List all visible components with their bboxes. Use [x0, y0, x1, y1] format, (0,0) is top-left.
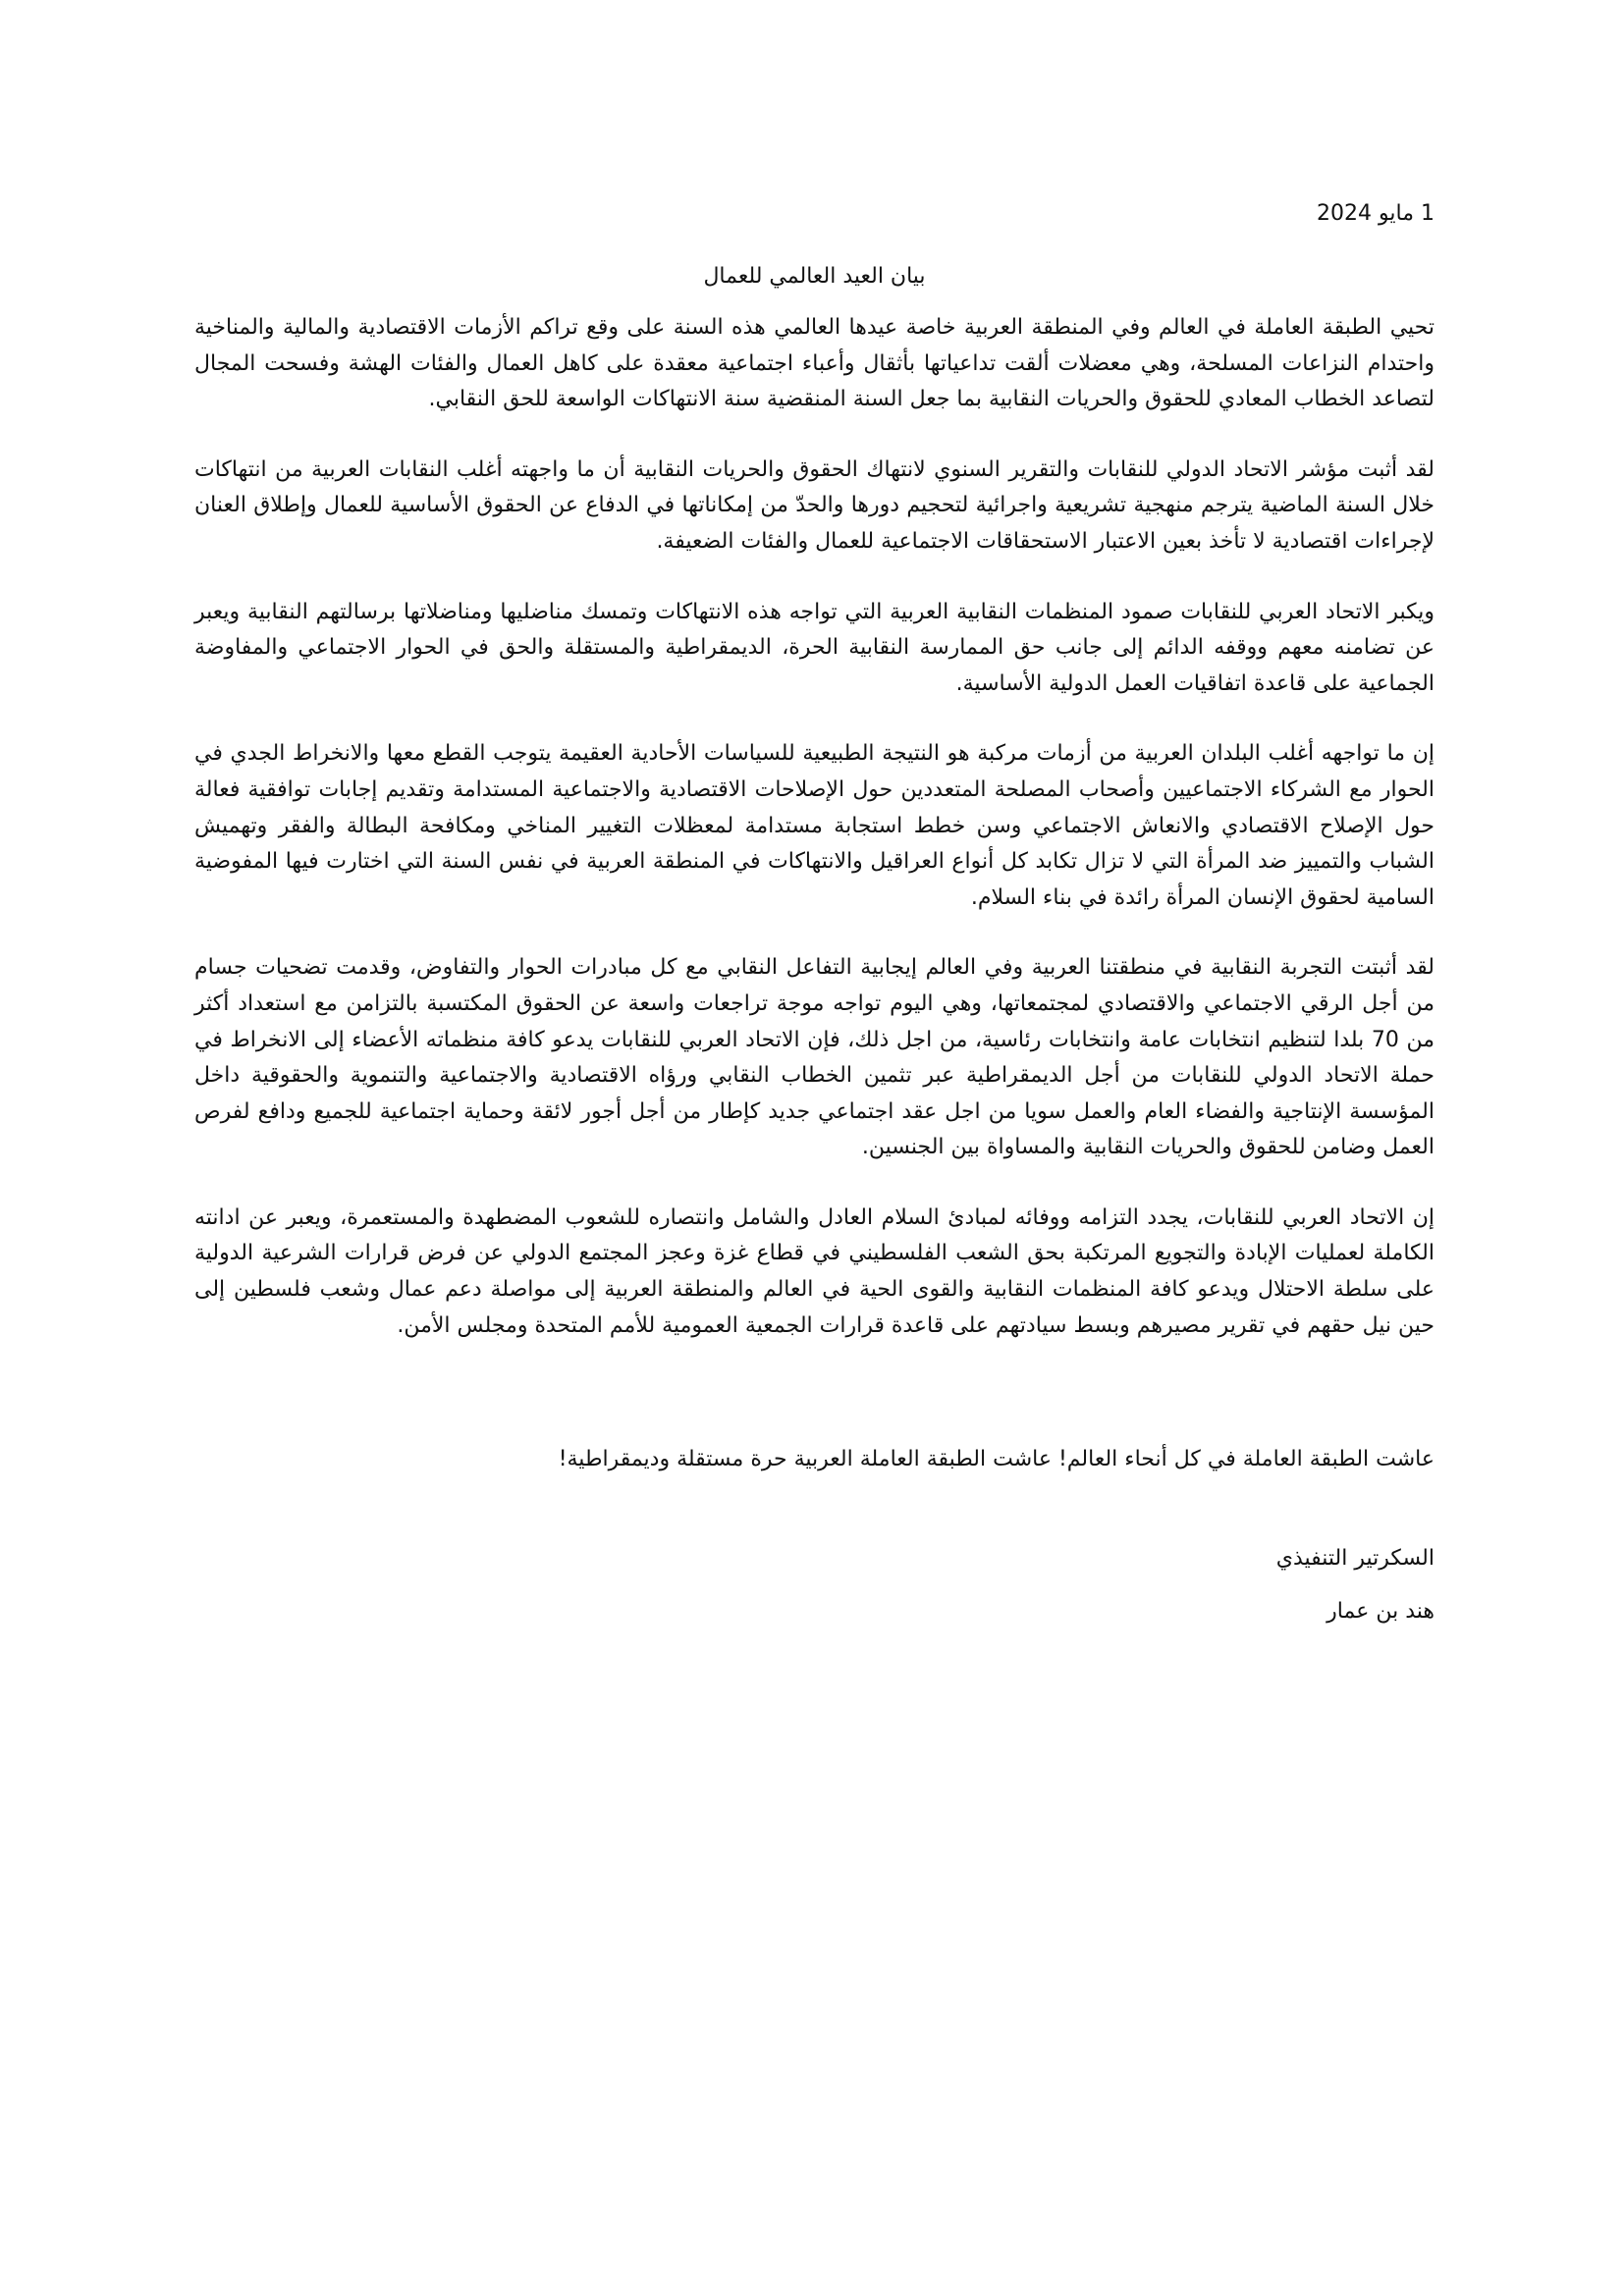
paragraph-5: لقد أثبتت التجربة النقابية في منطقتنا العربية وفي العالم إيجابية التفاعل النقابي مع كل مبادرات الحوار والتفاوض، وقدمت تضحيات جسام من أجل الرقي الاجتماعي والاقتصادي لمجتمعاتها، وهي اليوم تواجه موجة تراجعات واسعة عن الحقوق المكتسبة بالتزامن مع استعداد أكثر من 70 بلدا لتنظيم انتخابات عامة وانتخابات رئاسية، من اجل ذلك، فإن الاتحاد العربي للنقابات يدعو كافة منظماته الأعضاء إلى الانخراط في حملة الاتحاد الدولي للنقابات من أجل الديمقراطية عبر تثمين الخطاب النقابي ورؤاه الاقتصادية والاجتماعية والتنموية والحقوقية داخل المؤسسة الإنتاجية والفضاء العام والعمل سويا من اجل عقد اجتماعي جديد كإطار من أجل أجور لائقة وحماية اجتماعية للجميع ودافع لفرص العمل وضامن للحقوق والحريات النقابية والمساواة بين الجنسين. [194, 955, 1435, 1160]
paragraph-6: إن الاتحاد العربي للنقابات، يجدد التزامه ووفائه لمبادئ السلام العادل والشامل وانتصاره للشعوب المضطهدة والمستعمرة، ويعبر عن ادانته الكاملة لعمليات الإبادة والتجويع المرتكبة بحق الشعب الفلسطيني في قطاع غزة وعجز المجتمع الدولي عن فرض قرارات الشرعية الدولية على سلطة الاحتلال ويدعو كافة المنظمات النقابية والقوى الحية في العالم والمنطقة العربية إلى مواصلة دعم عمال وشعب فلسطين إلى حين نيل حقهم في تقرير مصيرهم وبسط سيادتهم على قاعدة قرارات الجمعية العمومية للأمم المتحدة ومجلس الأمن. [194, 1204, 1435, 1338]
closing-slogan: عاشت الطبقة العاملة في كل أنحاء العالم! عاشت الطبقة العاملة العربية حرة مستقلة وديمقراطية! [558, 1447, 1435, 1472]
paragraph-2: لقد أثبت مؤشر الاتحاد الدولي للنقابات والتقرير السنوي لانتهاك الحقوق والحريات النقابية أن ما واجهته أغلب النقابات العربية من انتهاكات خلال السنة الماضية يترجم منهجية تشريعية واجرائية لتحجيم دورها والحدّ من إمكاناتها في الدفاع عن الحقوق الأساسية للعمال وإطلاق العنان لإجراءات اقتصادية لا تأخذ بعين الاعتبار الاستحقاقات الاجتماعية للعمال والفئات الضعيفة. [194, 456, 1435, 554]
paragraph-4: إن ما تواجهه أغلب البلدان العربية من أزمات مركبة هو النتيجة الطبيعية للسياسات الأحادية العقيمة يتوجب القطع معها والانخراط الجدي في الحوار مع الشركاء الاجتماعيين وأصحاب المصلحة المتعددين حول الإصلاحات الاقتصادية والاجتماعية المستدامة وتقديم إجابات توافقية فعالة حول الإصلاح الاقتصادي والانعاش الاجتماعي وسن خطط استجابة مستدامة لمعظلات التغيير المناخي ومكافحة البطالة والفقر وتهميش الشباب والتمييز ضد المرأة التي لا تزال تكابد كل أنواع العراقيل والانتهاكات في المنطقة العربية في نفس السنة التي اختارت فيها المفوضية السامية لحقوق الإنسان المرأة رائدة في بناء السلام. [194, 741, 1435, 910]
document-body [194, 192, 1435, 1630]
document-title: بيان العيد العالمي للعمال [703, 264, 926, 289]
signatory-role: السكرتير التنفيذي [1275, 1545, 1435, 1571]
paragraph-1: تحيي الطبقة العاملة في العالم وفي المنطقة العربية خاصة عيدها العالمي هذه السنة على وقع تراكم الأزمات الاقتصادية والمالية والمناخية واحتدام النزاعات المسلحة، وهي معضلات ألقت تداعياتها بأثقال وأعباء اجتماعية معقدة على كاهل العمال والفئات الهشة وفسحت المجال لتصاعد الخطاب المعادي للحقوق والحريات النقابية بما جعل السنة المنقضية سنة الانتهاكات الواسعة للحق النقابي. [194, 315, 1435, 412]
document-date: 1 مايو 2024 [1317, 201, 1435, 226]
signatory-name: هند بن عمار [1326, 1599, 1435, 1625]
paragraph-3: ويكبر الاتحاد العربي للنقابات صمود المنظمات النقابية العربية التي تواجه هذه الانتهاكات وتمسك مناضليها ومناضلاتها برسالتهم النقابية ويعبر عن تضامنه معهم ووقفه الدائم إلى جانب حق الممارسة النقابية الحرة، الديمقراطية والمستقلة والحق في الحوار الاجتماعي والمفاوضة الجماعية على قاعدة اتفاقيات العمل الدولية الأساسية. [194, 599, 1435, 696]
